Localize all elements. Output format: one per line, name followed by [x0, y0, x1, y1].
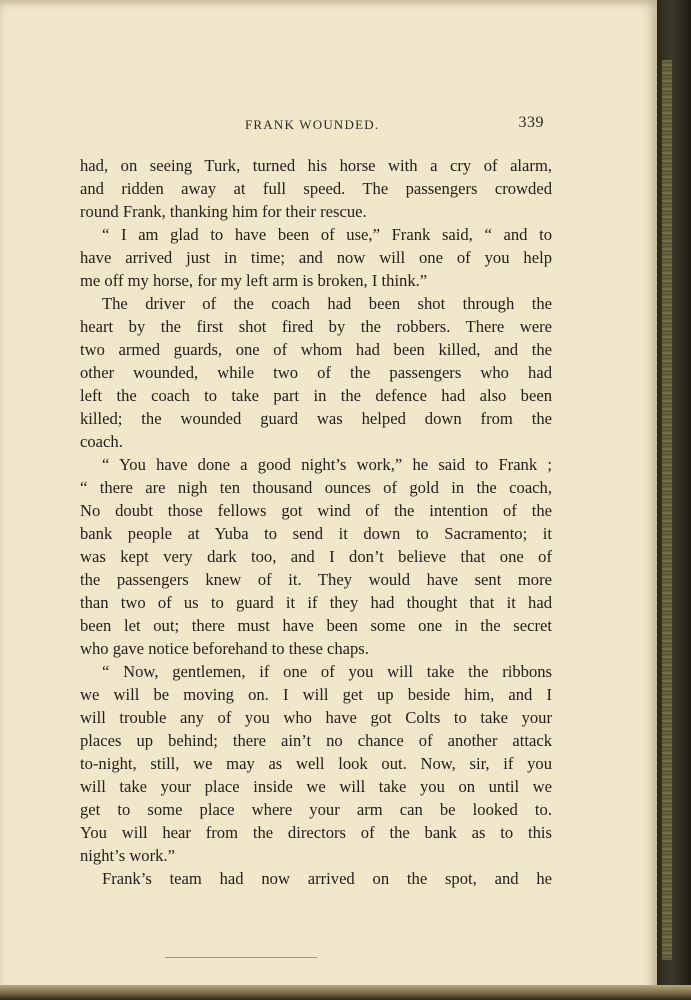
text-line: the passengers knew of it. They would have sent more: [80, 570, 552, 589]
text-line: who gave notice beforehand to these chaps.: [80, 639, 369, 658]
text-line: You will hear from the directors of the bank as to this: [80, 823, 552, 842]
page-number: 339: [518, 114, 544, 131]
text-line: coach.: [80, 432, 123, 451]
running-head: FRANK WOUNDED.: [245, 117, 380, 132]
footer-rule: [165, 957, 317, 958]
text-line: been let out; there must have been some one in the secret: [80, 616, 552, 635]
page-header: [80, 114, 544, 138]
text-line: get to some place where your arm can be looked to.: [80, 800, 552, 819]
text-line: “ You have done a good night’s work,” he said to Frank ;: [102, 455, 552, 474]
text-line: had, on seeing Turk, turned his horse with a cry of alarm,: [80, 156, 552, 175]
text-line: Frank’s team had now arrived on the spot, and he: [102, 869, 552, 888]
text-line: The driver of the coach had been shot through the: [102, 294, 552, 313]
text-line: we will be moving on. I will get up beside him, and I: [80, 685, 552, 704]
text-line: round Frank, thanking him for their rescue.: [80, 202, 367, 221]
text-line: bank people at Yuba to send it down to Sacramento; it: [80, 524, 552, 543]
page-bottom-edge: [0, 985, 691, 1000]
text-line: will take your place inside we will take you on until we: [80, 777, 552, 796]
text-line: two armed guards, one of whom had been killed, and the: [80, 340, 552, 359]
text-line: night’s work.”: [80, 846, 175, 865]
text-line: heart by the first shot fired by the robbers. There were: [80, 317, 552, 336]
text-line: to-night, still, we may as well look out. Now, sir, if you: [80, 754, 552, 773]
text-line: have arrived just in time; and now will one of you help: [80, 248, 552, 267]
book-spine-edge: [662, 60, 672, 960]
text-line: places up behind; there ain’t no chance of another attack: [80, 731, 552, 750]
text-line: me off my horse, for my left arm is broken, I think.”: [80, 271, 428, 290]
text-line: was kept very dark too, and I don’t believe that one of: [80, 547, 552, 566]
body-text: [80, 154, 552, 890]
text-line: and ridden away at full speed. The passengers crowded: [80, 179, 552, 198]
text-line: will trouble any of you who have got Colts to take your: [80, 708, 552, 727]
text-line: killed; the wounded guard was helped down from the: [80, 409, 552, 428]
text-line: “ Now, gentlemen, if one of you will take the ribbons: [102, 662, 552, 681]
text-line: other wounded, while two of the passengers who had: [80, 363, 552, 382]
text-line: “ I am glad to have been of use,” Frank said, “ and to: [102, 225, 552, 244]
text-line: than two of us to guard it if they had thought that it had: [80, 593, 552, 612]
text-line: “ there are nigh ten thousand ounces of gold in the coach,: [80, 478, 552, 497]
text-line: No doubt those fellows got wind of the intention of the: [80, 501, 552, 520]
text-line: left the coach to take part in the defence had also been: [80, 386, 552, 405]
